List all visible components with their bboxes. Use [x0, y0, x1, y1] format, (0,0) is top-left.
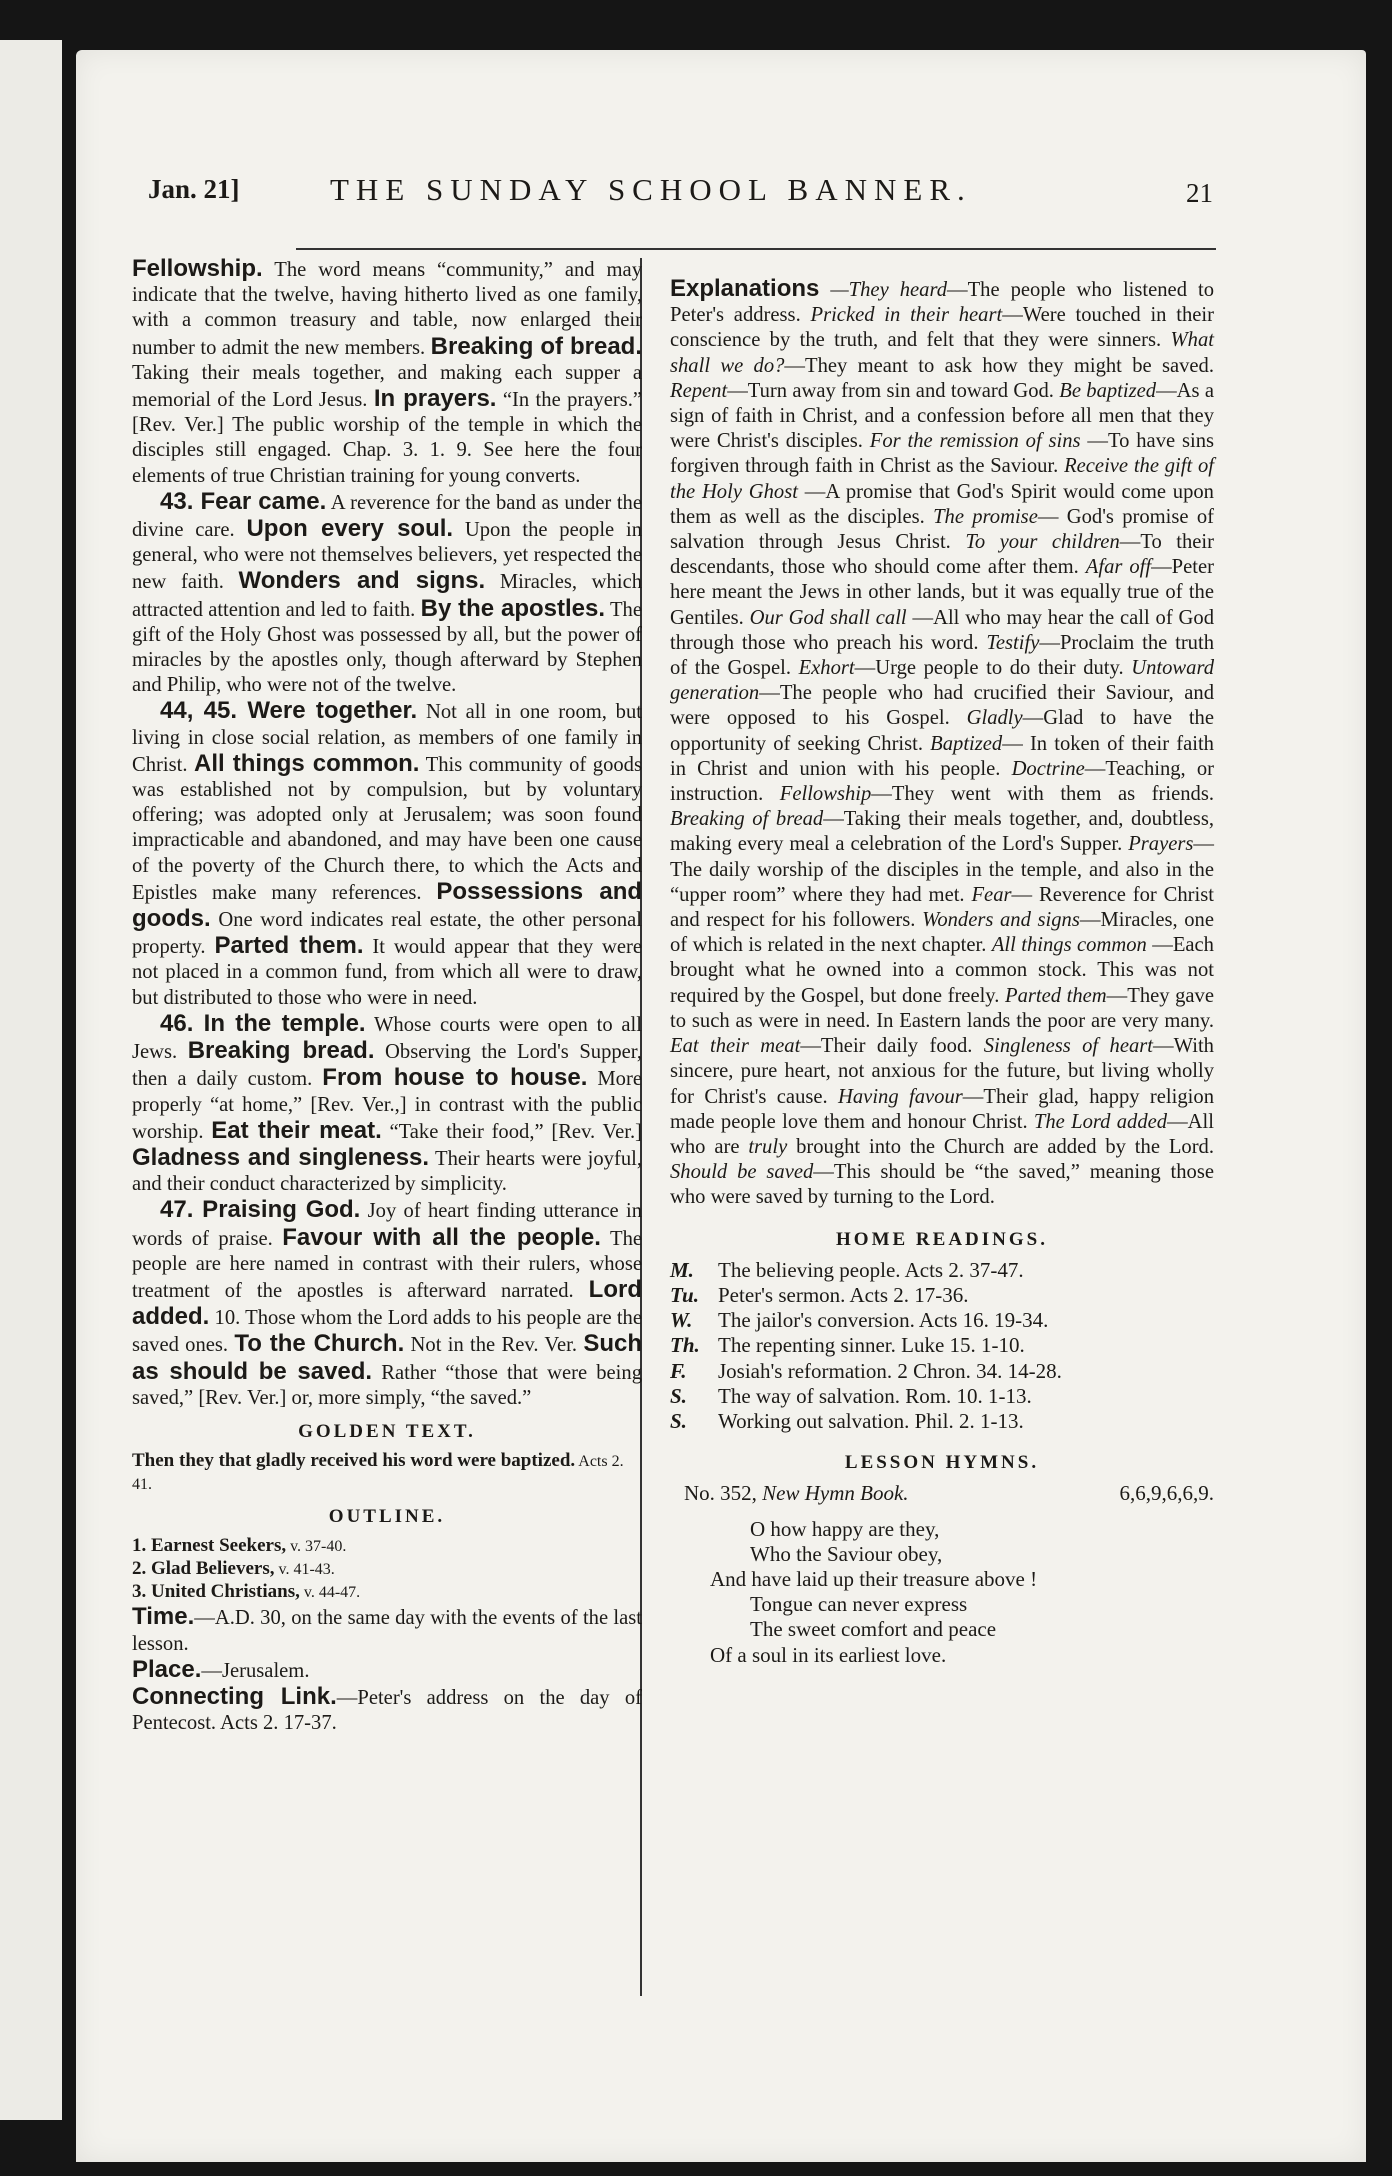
lesson-time: Time.—A.D. 30, on the same day with the events of the last lesson.: [132, 1603, 642, 1655]
note-verse-47: 47. Praising God. Joy of heart finding utterance in words of praise. Favour with all the people. The people are here named in contrast with their rulers, whose treatment of the apostles is afterward narrated. Lord added. 10. Those whom the Lord adds to his people are the saved ones. To the Church. Not in the Rev. Ver. Such as should be saved. Rather “those that were being saved,” [Rev. Ver.] or, more simply, “the saved.”: [132, 1196, 643, 1409]
explanation-term: Afar off: [1085, 556, 1152, 579]
header-title: THE SUNDAY SCHOOL BANNER.: [330, 172, 972, 207]
explanation-text: —Were touched in their conscience by the truth, and felt that they were sinners.: [670, 304, 1214, 352]
explanation-text: —Each brought what he owned into a common stock. This was not required by the Gospel, but done freely.: [670, 934, 1214, 1007]
explanation-text: —A promise that God's Spirit would come upon them as well as the disciples.: [670, 480, 1214, 528]
explanations-label: Explanations: [670, 275, 820, 302]
right-column: [670, 276, 1214, 1668]
hymn-verse: [670, 1517, 1214, 1668]
explanation-term: Wonders and signs: [922, 909, 1080, 932]
hymn-line: Of a soul in its earliest love.: [710, 1642, 947, 1667]
explanation-text: brought into the Church are added by the Lord.: [787, 1135, 1214, 1158]
explanation-text: —Teaching, or instruction.: [670, 757, 1214, 806]
explanation-term: Parted them: [1004, 984, 1107, 1007]
explanation-text: —Taking their meals together, and, doubtless, making every meal a celebration of the Lord's Supper.: [670, 808, 1214, 856]
explanation-text: —All who may hear the call of God through those who preach his word.: [670, 606, 1214, 654]
hymn-line: And have laid up their treasure above !: [710, 1566, 1038, 1591]
explanation-term: —They heard: [830, 279, 947, 301]
explanation-term: The Lord added: [1033, 1110, 1168, 1133]
explanation-text: —With sincere, pure heart, not anxious for the future, but living wholly for Christ's cause.: [670, 1035, 1214, 1108]
home-readings: [670, 1258, 1190, 1434]
header-rule: [296, 248, 1216, 250]
explanation-term: The promise: [933, 505, 1038, 528]
explanation-term: Untoward generation: [670, 657, 1215, 705]
explanation-text: —Their daily food.: [800, 1035, 984, 1058]
lesson-place: Place.—Jerusalem.: [132, 1655, 310, 1683]
explanation-text: —The people who listened to Peter's address.: [670, 279, 1215, 327]
explanations: [670, 276, 1214, 1211]
explanation-text: —They gave to such as were in need. In Eastern lands the poor are very many.: [670, 984, 1214, 1032]
explanation-text: —Their glad, happy religion made people love them and honour Christ.: [670, 1085, 1214, 1133]
explanation-term: Baptized: [930, 732, 1003, 755]
explanation-term: Pricked in their heart: [810, 304, 1003, 327]
note-verse-44-45: 44, 45. Were together. Not all in one room, but living in close social relation, as members of one family in Christ. All things common. This community of goods was established not by compulsion, but by voluntary offering; was adopted only at Jerusalem; was soon found impracticable and abandoned, and may have been one cause of the poverty of the Church there, to which the Acts and Epistles make many references. Possessions and goods. One word indicates real estate, the other personal property. Parted them. It would appear that they were not placed in a common fund, from which all were to draw, but distributed to those who were in need.: [132, 697, 643, 1009]
explanation-term: Exhort: [798, 657, 855, 680]
explanation-text: —Glad to have the opportunity of seeking Christ.: [670, 707, 1214, 755]
explanation-text: —They meant to ask how they might be saved.: [784, 354, 1214, 377]
header-date: Jan. 21]: [148, 174, 240, 204]
explanation-term: Fear: [971, 883, 1012, 906]
explanation-text: —To their descendants, those who should come after them.: [670, 531, 1214, 579]
explanation-term: Singleness of heart: [983, 1035, 1154, 1058]
explanation-term: Should be saved: [670, 1161, 814, 1184]
explanation-text: —The people who had crucified their Saviour, and were opposed to his Gospel.: [670, 682, 1214, 730]
golden-text-heading: GOLDEN TEXT.: [298, 1420, 476, 1442]
hymn-reference: No. 352, New Hymn Book. 6,6,9,6,6,9.: [684, 1481, 1214, 1506]
explanation-text: — In token of their faith in Christ and union with his people.: [670, 732, 1214, 780]
explanation-term: What shall we do?: [670, 329, 1214, 377]
explanation-term: Testify: [986, 631, 1040, 654]
explanation-text: — Reverence for Christ and respect for his followers.: [670, 883, 1214, 932]
explanation-term: Having favour: [838, 1085, 963, 1108]
explanation-term: Gladly: [966, 707, 1023, 730]
note-fellowship: Fellowship. The word means “community,” and may indicate that the twelve, having hitherto lived as one family, with a common treasury and table, now enlarged their number to admit the new members. Breaking of bread. Taking their meals together, and making each supper a memorial of the Lord Jesus. In prayers. “In the prayers.” [Rev. Ver.] The public worship of the temple in which the disciples still engaged. Chap. 3. 1. 9. See here the four elements of true Christian training for young converts.: [132, 255, 642, 487]
explanation-term: Fellowship: [779, 783, 872, 806]
outline-heading: OUTLINE.: [328, 1506, 446, 1528]
reading-row: W. The jailor's conversion. Acts 16. 19-34.: [670, 1308, 1049, 1333]
adjacent-page-edge: [0, 40, 62, 2120]
hymn-line: Who the Saviour obey,: [750, 1541, 943, 1566]
hymn-line: Tongue can never express: [750, 1592, 968, 1617]
explanation-term: Prayers: [1128, 833, 1194, 856]
lesson-hymns-heading: LESSON HYMNS.: [844, 1452, 1040, 1474]
hymn-line: O how happy are they,: [750, 1516, 940, 1541]
explanation-text: —Miracles, one of which is related in the next chapter.: [670, 909, 1214, 957]
home-readings-heading: HOME READINGS.: [836, 1228, 1048, 1250]
reading-row: Tu. Peter's sermon. Acts 2. 17-36.: [670, 1282, 969, 1307]
explanation-term: Doctrine: [1011, 757, 1085, 780]
hymn-line: The sweet comfort and peace: [750, 1617, 997, 1642]
note-verse-46: 46. In the temple. Whose courts were open to all Jews. Breaking bread. Observing the Lord's Supper, then a daily custom. From house to house. More properly “at home,” [Rev. Ver.,] in contrast with the public worship. Eat their meat. “Take their food,” [Rev. Ver.] Gladness and singleness. Their hearts were joyful, and their conduct characterized by simplicity.: [132, 1009, 643, 1196]
explanation-text: —They went with them as friends.: [871, 783, 1214, 806]
reading-row: M. The believing people. Acts 2. 37-47.: [670, 1257, 1024, 1282]
explanation-text: —Urge people to do their duty.: [854, 657, 1132, 680]
explanation-term: Eat their meat: [670, 1035, 801, 1058]
reading-row: F. Josiah's reformation. 2 Chron. 34. 14-28.: [670, 1358, 1062, 1383]
page-number: 21: [1186, 178, 1213, 208]
explanation-term: Receive the gift of the Holy Ghost: [670, 455, 1214, 503]
reading-row: S. The way of salvation. Rom. 10. 1-13.: [670, 1383, 1032, 1408]
explanation-term: To your children: [965, 531, 1120, 554]
explanation-text: —Peter here meant the Jews in other lands, but it was equally true of the Gentiles.: [670, 556, 1214, 629]
explanation-term: Repent: [670, 379, 728, 402]
explanation-text: — God's promise of salvation through Jesus Christ.: [670, 505, 1214, 554]
explanation-term: For the remission of sins: [869, 430, 1081, 453]
outline-list: [132, 1535, 642, 1604]
left-column: [132, 256, 642, 1736]
outline-item: 3. United Christians, v. 44-47.: [132, 1581, 361, 1603]
connecting-link: Connecting Link.—Peter's address on the day of Pentecost. Acts 2. 17-37.: [132, 1682, 642, 1735]
explanation-term: Breaking of bread: [670, 808, 824, 831]
reading-row: S. Working out salvation. Phil. 2. 1-13.: [670, 1408, 1024, 1433]
explanation-text: —Turn away from sin and toward God.: [727, 379, 1060, 402]
outline-item: 1. Earnest Seekers, v. 37-40.: [132, 1535, 347, 1557]
outline-item: 2. Glad Believers, v. 41-43.: [132, 1558, 335, 1580]
golden-text: Then they that gladly received his word were baptized. Acts 2. 41.: [132, 1450, 624, 1494]
reading-row: Th. The repenting sinner. Luke 15. 1-10.: [670, 1333, 1025, 1358]
explanation-text: —To have sins forgiven through faith in Christ as the Saviour.: [670, 430, 1215, 478]
explanation-term: All things common: [991, 934, 1147, 957]
explanation-text: —All who are: [670, 1110, 1214, 1158]
explanation-text: —This should be “the saved,” meaning those who were saved by turning to the Lord.: [670, 1161, 1214, 1209]
note-verse-43: 43. Fear came. A reverence for the band as under the divine care. Upon every soul. Upon the people in general, who were not themselves believers, yet respected the new faith. Wonders and signs. Miracles, which attracted attention and led to faith. By the apostles. The gift of the Holy Ghost was possessed by all, but the power of miracles by the apostles only, though afterward by Stephen and Philip, who were not of the twelve.: [132, 487, 643, 697]
explanation-text: —The daily worship of the disciples in the temple, and also in the “upper room” where they had met.: [670, 833, 1214, 906]
explanation-term: Be baptized: [1059, 379, 1157, 402]
explanation-term: truly: [748, 1135, 788, 1158]
explanation-term: Our God shall call: [749, 606, 907, 629]
explanation-text: —Proclaim the truth of the Gospel.: [670, 631, 1214, 680]
running-header: [0, 132, 1392, 208]
explanation-text: —As a sign of faith in Christ, and a confession before all men that they were Christ's disciples.: [670, 379, 1214, 453]
